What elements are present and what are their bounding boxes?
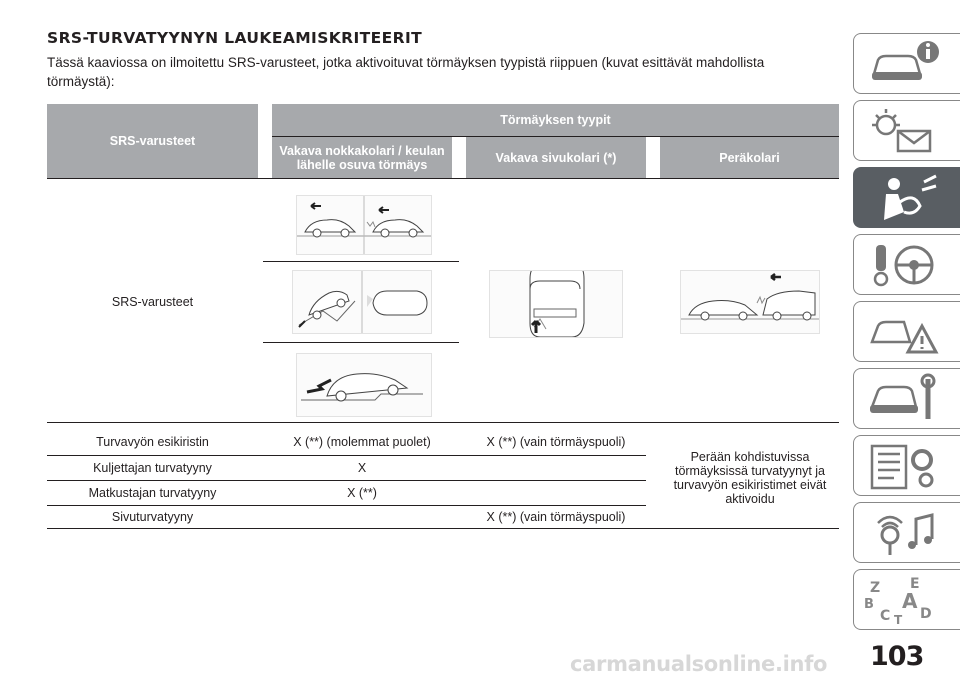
front-collision-illustration-2: [292, 270, 432, 334]
tab-multimedia[interactable]: [853, 502, 960, 563]
picture-row-bottom-rule: [47, 422, 839, 423]
picture-divider-2: [263, 342, 459, 343]
header-front: [272, 137, 452, 178]
front-collision-illustration-3: [296, 353, 432, 417]
tab-car-info[interactable]: [853, 33, 960, 94]
rear-collision-illustration: [680, 270, 820, 334]
row-3-rule: [47, 505, 646, 506]
row-1-side: X (**) (vain törmäyspuoli): [486, 435, 626, 449]
tab-maintenance[interactable]: [853, 368, 960, 429]
svg-text:B: B: [864, 597, 874, 612]
header-group-label: Törmäyksen tyypit: [500, 113, 611, 127]
row-1-front: X (**) (molemmat puolet): [293, 435, 431, 449]
header-bottom-rule: [47, 178, 839, 179]
header-rear: [660, 137, 839, 178]
tab-technical-data[interactable]: [853, 435, 960, 496]
header-equipment: [47, 104, 258, 178]
tab-index[interactable]: [853, 569, 960, 630]
header-group: [272, 104, 839, 136]
svg-text:C: C: [880, 608, 891, 624]
row-2-rule: [47, 480, 646, 481]
key-steering-icon: [864, 239, 944, 291]
svg-text:D: D: [920, 606, 932, 622]
tab-warning-lights[interactable]: [853, 100, 960, 161]
row-4-side: X (**) (vain törmäyspuoli): [486, 510, 626, 524]
technical-data-icon: [864, 440, 944, 492]
emergency-icon: [864, 306, 944, 358]
tab-emergency[interactable]: [853, 301, 960, 362]
picture-divider-1: [263, 261, 459, 262]
row-2-front: X: [357, 461, 367, 475]
rear-collision-note: Perään kohdistuvissa törmäyksissä turvatyynyt ja turvavyön esikiristimet eivät aktivoidu: [673, 450, 827, 506]
row-1-equipment: Turvavyön esikiristin: [96, 435, 209, 449]
intro-text: Tässä kaaviossa on ilmoitettu SRS-varusteet, jotka aktivoituvat törmäyksen tyypistä riippuen (kuvat esittävät mahdollista törmäystä):: [47, 55, 765, 89]
tab-starting-driving[interactable]: [853, 234, 960, 295]
header-front-label: Vakava nokkakolari / keulan lähelle osuva törmäys: [279, 143, 445, 172]
tab-safety[interactable]: [853, 167, 960, 228]
front-collision-illustration-1: [296, 195, 432, 255]
side-collision-illustration: [489, 270, 623, 338]
svg-text:E: E: [910, 576, 920, 592]
car-info-icon: [864, 38, 944, 90]
watermark[interactable]: carmanualsonline.info: [570, 652, 828, 676]
row-2-equipment: Kuljettajan turvatyyny: [93, 461, 212, 475]
section-title: SRS-TURVATYYNYN LAUKEAMISKRITEERIT: [47, 29, 423, 47]
table-bottom-rule: [47, 528, 839, 529]
index-icon: [864, 574, 944, 626]
header-equipment-label: SRS-varusteet: [109, 134, 196, 148]
maintenance-icon: [864, 373, 944, 425]
warning-lights-icon: [864, 105, 944, 157]
svg-text:T: T: [894, 613, 903, 626]
header-side-label: Vakava sivukolari (*): [495, 150, 617, 165]
picture-row-label: SRS-varusteet: [111, 295, 194, 309]
svg-text:A: A: [902, 589, 918, 613]
page-number: 103: [870, 641, 924, 672]
header-rear-label: Peräkolari: [719, 150, 780, 165]
row-4-equipment: Sivuturvatyyny: [111, 510, 194, 524]
airbag-seat-icon: [864, 172, 944, 224]
row-1-rule: [47, 455, 646, 456]
row-3-front: X (**): [347, 486, 377, 500]
multimedia-icon: [864, 507, 944, 559]
header-side: [466, 137, 646, 178]
svg-text:Z: Z: [870, 580, 881, 596]
row-3-equipment: Matkustajan turvatyyny: [88, 486, 217, 500]
